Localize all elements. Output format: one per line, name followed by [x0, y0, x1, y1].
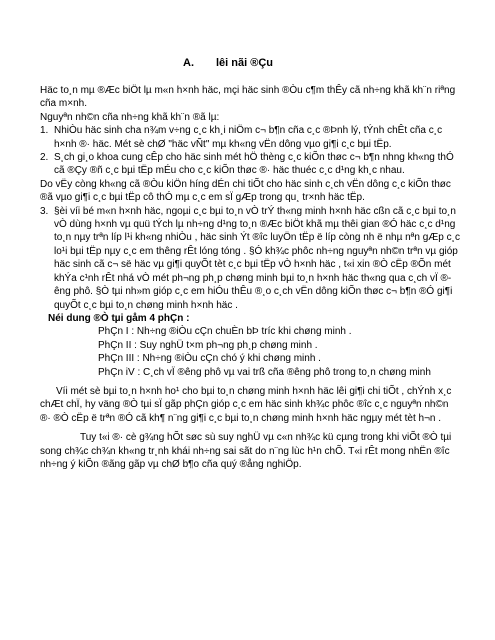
numbered-item [40, 124, 460, 151]
part-item: PhÇn III : Nh÷ng ®iÒu cÇn chó ý khi chøng minh . [98, 353, 321, 365]
item-number: 2. [40, 152, 49, 164]
item-number: 1. [40, 125, 49, 137]
numbered-item [40, 205, 460, 312]
item-number: 3. [40, 205, 49, 217]
paragraph: Nguyªn nh©n cña nh÷ng khã kh¨n ®ã lµ: [40, 111, 220, 123]
paragraph: Häc to¸n mµ ®Æc biÖt lµ m«n h×nh häc, mçi häc sinh ®Òu c¶m thÊy cã nh÷ng khã kh¨n riªng cña m×nh. [40, 85, 456, 110]
section-heading [183, 57, 273, 69]
document-body [40, 84, 460, 471]
paragraph: Tuy t«i ®· cè g¾ng hÕt søc sù suy nghÜ vµ c«n nh¾c kü cµng trong khi viÕt ®Ò tµi song ch¾c ch¾n kh«ng tr¸nh khái nh÷ng sai sãt do n¨ng lùc h¹n chÕ. T«i rÊt mong nhËn ®îc nh÷ng ý kiÕn ®ãng gãp vµ chØ b¶o cña quý ®ång nghiÖp. [40, 432, 452, 470]
part-item: PhÇn II : Suy nghÜ t×m ph¬ng ph¸p chøng minh . [98, 339, 318, 351]
content-subtitle: Néi dung ®Ò tµi gåm 4 phÇn : [48, 312, 190, 324]
item-text: §èi víi bé m«n h×nh häc, ngoµi c¸c bµi to¸n vÒ trÝ th«ng minh h×nh häc cßn cã c¸c bµi to¸n vÒ dùng h×nh vµ quü tÝch lµ nh÷ng d¹ng to¸n ®Æc biÖt khã mµ thêi gian ®Ó häc c¸c d¹ng to¸n nµy trªn líp l¹i kh«ng nhiÒu , häc sinh Ýt ®îc luyÖn tËp ë líp còng nh ë nhµ nªn gÆp c¸c lo¹i bµi tËp nµy c¸c em thêng rÊt lóng tóng . §Ó kh¾c phôc nh÷ng nguyªn nh©n trªn vµ gióp häc sinh cã c¬ së häc vµ gi¶i quyÕt tèt c¸c bµi tËp vÒ h×nh häc , t«i xin ®Ò cËp ®Õn mét khÝa c¹nh rÊt nhá vÒ mét ph¬ng ph¸p chøng minh bµi to¸n h×nh häc th«ng qua c¸ch vÏ ®êng phô. §Ò tµi nh»m gióp c¸c em hiÓu thÊu ®¸o c¸ch vËn dông kiÕn thøc c¬ b¶n ®Ó gi¶i quyÕt c¸c bµi to¸n chøng minh h×nh häc . [54, 205, 460, 311]
paragraph: Víi mét sè bµi to¸n h×nh ho¹ cho bµi to¸n chøng minh h×nh häc lêi gi¶i chi tiÕt , chÝnh x¸c chÆt chÏ, hy väng ®Ò tµi sÏ gãp phÇn gióp c¸c em häc sinh kh¾c phôc ®îc c¸c nguyªn nh©n ®· ®Ò cËp ë trªn ®Ó cã kh¶ n¨ng gi¶i c¸c bµi to¸n chøng minh h×nh häc ngµy mét tèt h¬n . [40, 385, 452, 424]
part-item: PhÇn iV : C¸ch vÏ ®êng phô vµ vai trß cña ®êng phô trong to¸n chøng minh [98, 366, 431, 378]
paragraph: Do vËy còng kh«ng cã ®Òu kiÖn híng dÉn chi tiÕt cho häc sinh c¸ch vËn dông c¸c kiÕn thøc ®ã vµo gi¶i c¸c bµi tËp cô thÓ mµ c¸c em sÏ gÆp trong qu¸ tr×nh häc tËp. [40, 178, 451, 204]
section-letter: A. [183, 57, 194, 69]
item-text: NhiÒu häc sinh cha n¾m v÷ng c¸c kh¸i niÖm c¬ b¶n cña c¸c ®Þnh lý, tÝnh chÊt cña c¸c h×nh ®· häc. Mét sè chØ "häc vÑt" mµ kh«ng vËn dông vµo gi¶i c¸c bµi tËp. [54, 125, 443, 150]
item-text: S¸ch gi¸o khoa cung cÊp cho häc sinh mét hÖ thèng c¸c kiÕn thøc c¬ b¶n nhng kh«ng thÓ cã ®Çy ®ñ c¸c bµi tËp mÉu cho c¸c kiÕn thøc ®· häc thuéc c¸c d¹ng kh¸c nhau. [54, 152, 454, 177]
part-item: PhÇn I : Nh÷ng ®iÒu cÇn chuÈn bÞ tríc khi chøng minh . [98, 326, 352, 338]
section-title: lêi nãi ®Çu [216, 57, 274, 69]
numbered-item [40, 151, 460, 178]
